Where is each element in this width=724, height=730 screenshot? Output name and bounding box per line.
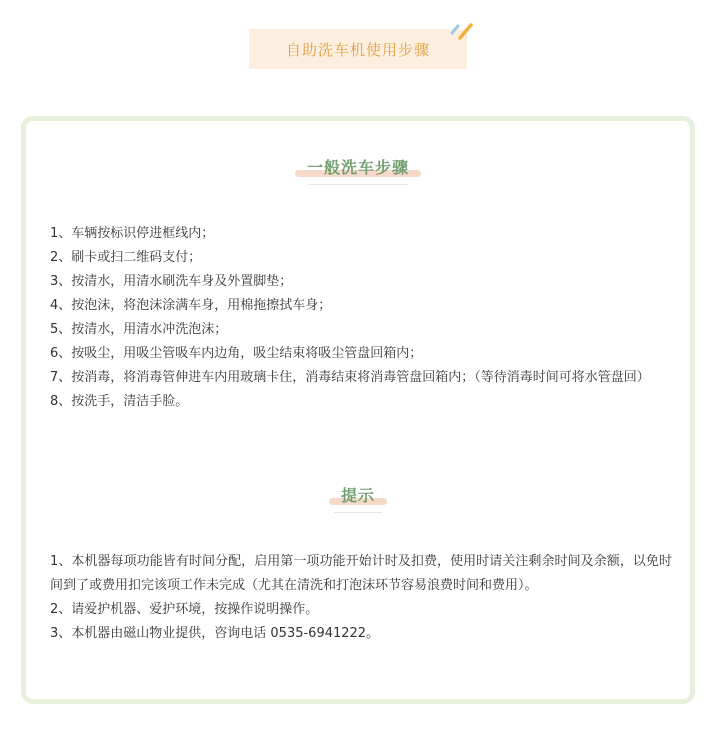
step-item: 1、车辆按标识停进框线内； (50, 226, 215, 241)
brush-strokes-icon (449, 23, 475, 43)
step-item: 5、按清水，用清水冲洗泡沫； (50, 322, 228, 337)
tip-item: 2、请爱护机器、爱护环境，按操作说明操作。 (50, 602, 319, 617)
page-header (249, 29, 467, 69)
step-item: 8、按洗手，清洁手脸。 (50, 394, 189, 409)
tip-item: 3、本机器由磁山物业提供，咨询电话 0535-6941222。 (50, 626, 380, 641)
steps-section-heading (26, 155, 690, 185)
step-item: 6、按吸尘，用吸尘管吸车内边角，吸尘结束将吸尘管盘回箱内； (50, 346, 423, 361)
tips-section-heading (26, 483, 690, 513)
steps-list (50, 222, 672, 414)
step-item: 3、按清水，用清水刷洗车身及外置脚垫； (50, 274, 293, 289)
instructions-card (21, 116, 695, 704)
tips-section-title: 提示 (340, 486, 375, 505)
heading-rule (334, 512, 382, 513)
tip-item: 1、本机器每项功能皆有时间分配，启用第一项功能开始计时及扣费，使用时请关注剩余时间及余额，以免时间到了或费用扣完该项工作未完成（尤其在清洗和打泡沫环节容易浪费时间和费用）。 (50, 554, 672, 593)
steps-section-title: 一般洗车步骤 (306, 158, 409, 177)
step-item: 2、刷卡或扫二维码支付； (50, 250, 202, 265)
step-item: 4、按泡沫，将泡沫涂满车身，用棉拖擦拭车身； (50, 298, 332, 313)
tips-list (50, 550, 672, 646)
page-title: 自助洗车机使用步骤 (285, 40, 430, 59)
heading-rule (308, 184, 408, 185)
step-item: 7、按消毒，将消毒管伸进车内用玻璃卡住，消毒结束将消毒管盘回箱内；（等待消毒时间可将水管盘回） (50, 370, 650, 385)
